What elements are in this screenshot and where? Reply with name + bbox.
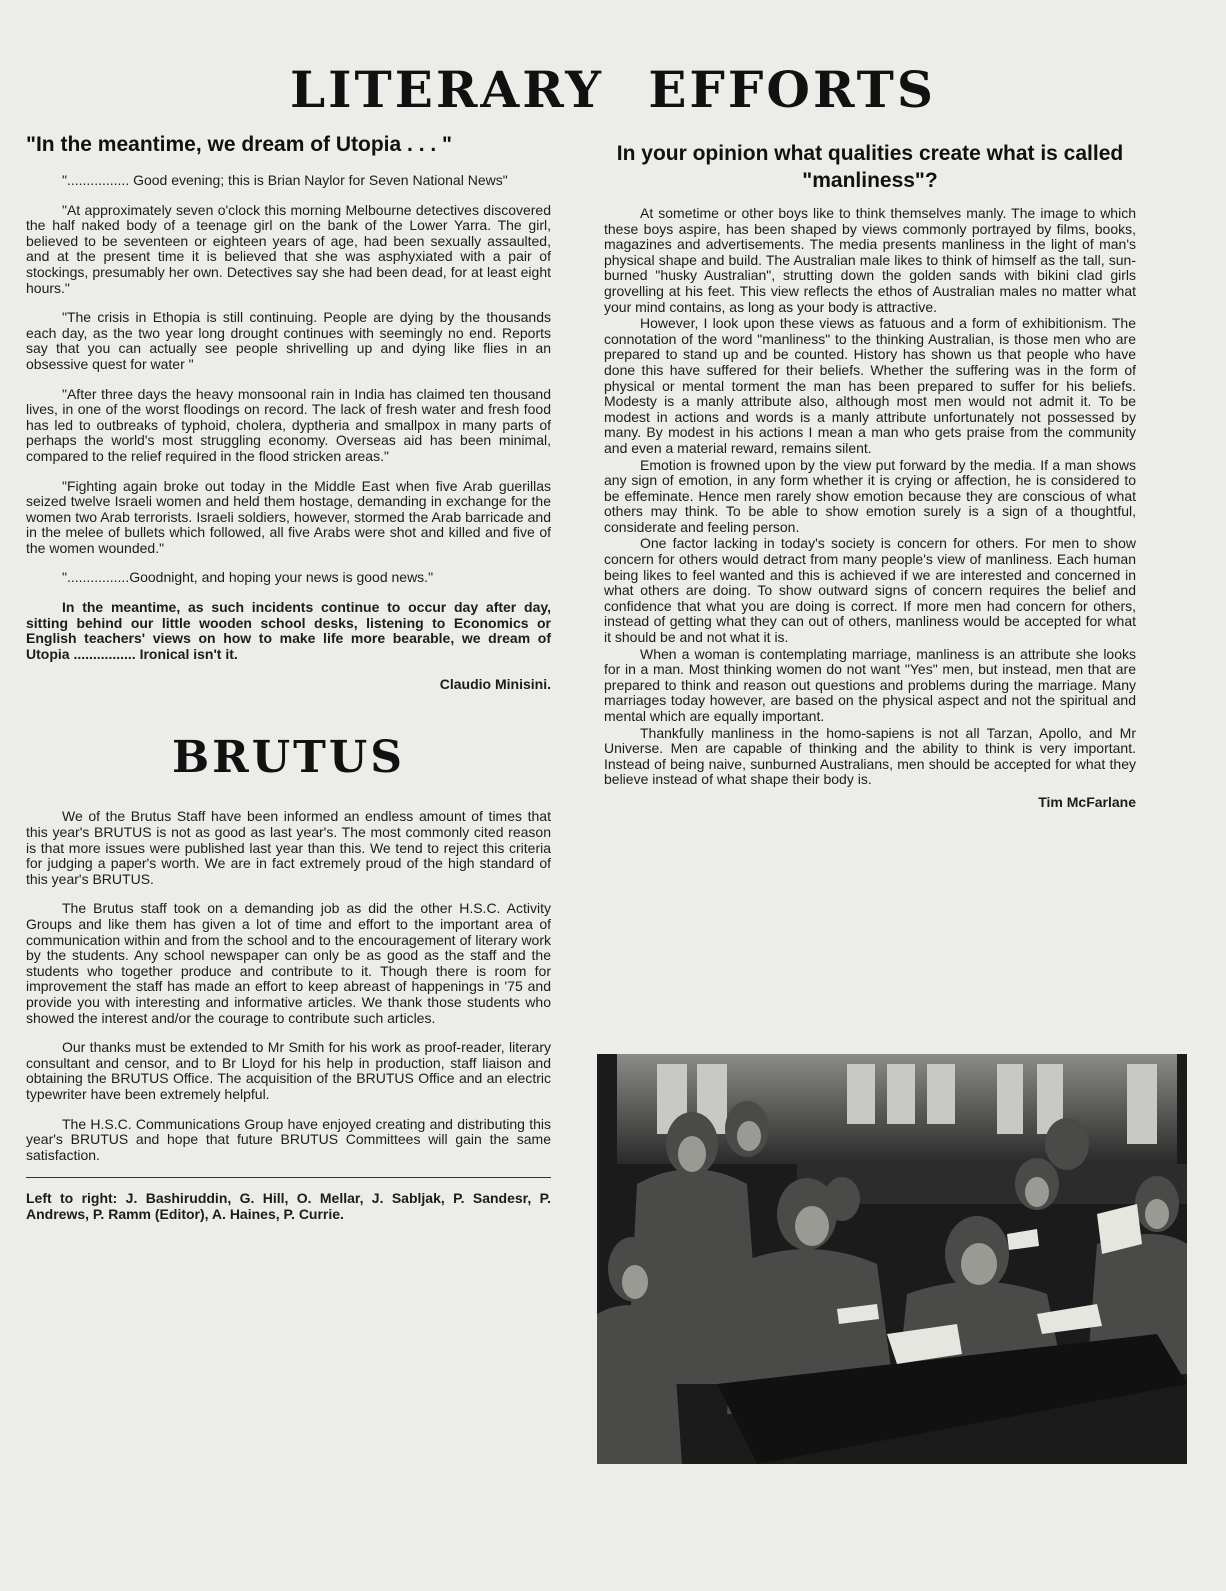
group-photo-image — [597, 1054, 1187, 1464]
photo-caption: Left to right: J. Bashiruddin, G. Hill, O. Mellar, J. Sabljak, P. Sandesr, P. Andrews, P. Ramm (Editor), A. Haines, P. Currie. — [26, 1190, 551, 1223]
utopia-closing: In the meantime, as such incidents continue to occur day after day, sitting behind our little wooden school desks, listening to Economics or English teachers' views on how to make life more bearable, we dream of Utopia ................ Ironical isn't it. — [26, 599, 551, 662]
manliness-author: Tim McFarlane — [1038, 793, 1136, 810]
manliness-paragraph: One factor lacking in today's society is concern for others. For men to show concern for others would detract from many people's view of manliness. Each human being likes to feel wanted and this is achieved if we are interested and concerned in what others are doing. To show outward signs of concern requires the belief and confidence that what you are doing is correct. If more men had concern for others, instead of getting what they can out of others, manliness would be accepted for what it should be and not what it is. — [604, 535, 1136, 646]
utopia-title: "In the meantime, we dream of Utopia . . . " — [26, 133, 452, 156]
right-column — [604, 140, 1136, 810]
manliness-paragraph: At sometime or other boys like to think themselves manly. The image to which these boys aspire, has been shaped by views commonly portrayed by films, books, magazines and advertisements. The media presents manliness in the light of man's physical shape and build. The Australian male likes to think of himself as the tall, sun-burned "husky Australian", strutting down the golden sands with bikini clad girls grovelling at his feet. This view reflects the ethos of Australian males no matter what your mind contains, as long as your body is attractive. — [604, 205, 1136, 315]
manliness-paragraph: However, I look upon these views as fatuous and a form of exhibitionism. The connotation of the word "manliness" to the thinking Australian, is those men who are prepared to stand up and be counted. History has shown us that people who have done this have suffered for their beliefs. Whether the suffering was in the form of physical or mental torment the man has been prepared to suffer for his beliefs. Modesty is a manly attribute also, although most men would not admit it. To be modest in actions and words is a manly attribute unfortunately not possessed by many. By modest in his actions I mean a man who gets praise from the community and even a material reward, remains silent. — [604, 315, 1136, 456]
utopia-goodnight: "................Goodnight, and hoping your news is good news." — [62, 569, 434, 586]
brutus-paragraph: We of the Brutus Staff have been informed an endless amount of times that this year's BRUTUS is not as good as last year's. The most commonly cited reason is that more issues were published last year than this. We tend to reject this criteria for judging a paper's worth. We are in fact extremely proud of the high standard of this year's BRUTUS. — [26, 808, 551, 887]
manliness-paragraph: Emotion is frowned upon by the view put forward by the media. If a man shows any sign of emotion, in any form whether it is crying or affection, he is considered to be effeminate. Hence men rarely show emotion because they are conscious of what others may think. To be able to show emotion surely is a sign of a thoughtful, considerate and feeling person. — [604, 456, 1136, 535]
brutus-paragraph: Our thanks must be extended to Mr Smith for his work as proof-reader, literary consultant and censor, and to Br Lloyd for his help in production, staff liaison and obtaining the BRUTUS Office. The acquisition of the BRUTUS Office and an electric typewriter have been extremely helpful. — [26, 1039, 551, 1102]
utopia-paragraph: "After three days the heavy monsoonal rain in India has claimed ten thousand lives, in one of the worst floodings on record. The lack of fresh water and fresh food has led to outbreaks of typhoid, cholera, dyptheria and smallpox in many parts of perhaps the world's most struggling economy. Overseas aid has been minimal, compared to the relief required in the flood stricken areas." — [26, 385, 551, 464]
brutus-paragraph: The H.S.C. Communications Group have enjoyed creating and distributing this year's BRUTUS and hope that future BRUTUS Committees will gain the same satisfaction. — [26, 1115, 551, 1163]
brutus-paragraph: The Brutus staff took on a demanding job as did the other H.S.C. Activity Groups and like them has given a lot of time and effort to the important area of communication within and from the school and to the encouragement of literary work by the students. Any school newspaper can only be as good as the staff and the students who together produce and contribute to it. Though there is room for improvement the staff has made an effort to keep abreast of happenings in '75 and provide you with interesting and informative articles. We thank those students who showed the interest and/or the courage to contribute such articles. — [26, 900, 551, 1026]
manliness-paragraph: Thankfully manliness in the homo-sapiens is not all Tarzan, Apollo, and Mr Universe. Men are capable of thinking and the ability to think is very important. Instead of being naive, sunburned Australians, men should be accepted for what they believe instead of what shape their body is. — [604, 724, 1136, 788]
manliness-title: In your opinion what qualities create what is called "manliness"? — [616, 142, 1124, 192]
utopia-paragraph: "The crisis in Ethopia is still continuing. People are dying by the thousands each day, as the two year long drought continues with seemingly no end. Reports say that you can actually see people shrivelling up and dying like flies in an obsessive quest for water " — [26, 309, 551, 372]
manliness-paragraph: When a woman is contemplating marriage, manliness is an attribute she looks for in a man. Most thinking women do not want "Yes" men, but instead, men that are prepared to think and reason out questions and problems during the marriage. Many marriages today however, are based on the physical aspect and not the spiritual and mental which are equally important. — [604, 645, 1136, 724]
brutus-heading: BRUTUS — [171, 732, 405, 784]
page-title: LITERARY EFFORTS — [290, 60, 936, 119]
left-column — [26, 133, 551, 1222]
utopia-paragraph: "................ Good evening; this is Brian Naylor for Seven National News" — [62, 172, 508, 188]
divider — [26, 1177, 551, 1178]
utopia-author: Claudio Minisini. — [439, 676, 551, 693]
utopia-paragraph: "At approximately seven o'clock this morning Melbourne detectives discovered the half naked body of a teenage girl on the bank of the Lower Yarra. The girl, believed to be seventeen or eighteen years of age, had been sexually assaulted, and at the present time it is believed that she was asphyxiated with a pair of stockings, presumably her own. Detectives say she had been dead, for at least eight hours." — [26, 201, 551, 296]
utopia-paragraph: "Fighting again broke out today in the Middle East when five Arab guerillas seized twelve Israeli women and held them hostage, demanding in exchange for the women two Arab terrorists. Israeli soldiers, however, stormed the Arab barricade and in the melee of bullets which followed, all five Arabs were shot and killed and five of the women wounded." — [26, 477, 551, 556]
